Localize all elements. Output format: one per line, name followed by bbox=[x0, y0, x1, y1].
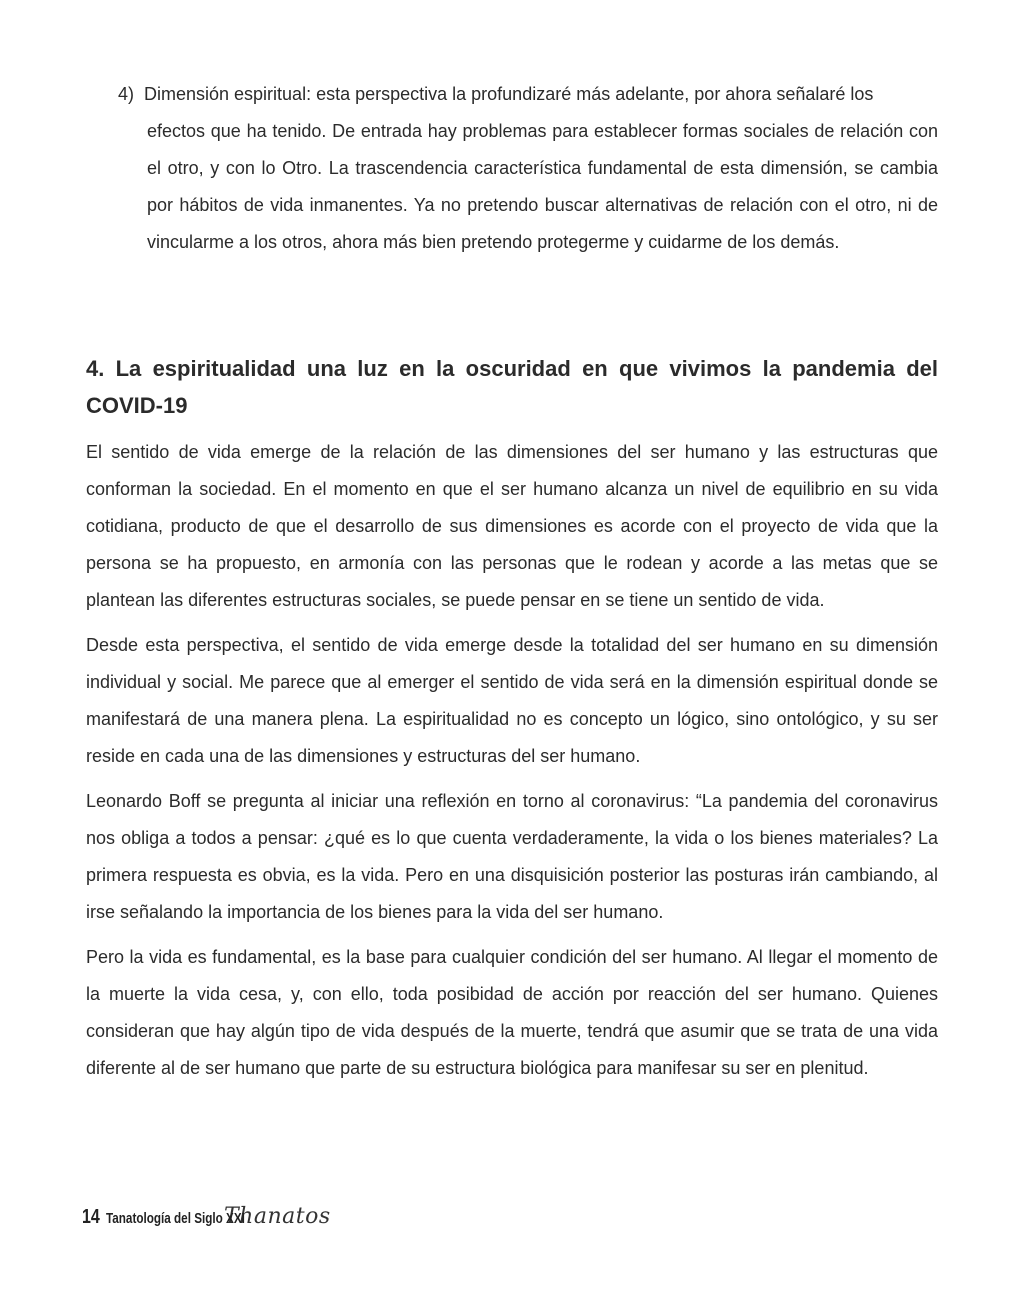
journal-title: Tanatología del Siglo XXI bbox=[106, 1210, 245, 1227]
paragraph: Desde esta perspectiva, el sentido de vida emerge desde la totalidad del ser humano en su dimensión individual y social. Me parece que al emerger el sentido de vida será en la dimensión espiritual donde se manifestará de una manera plena. La espiritualidad no es concepto un lógico, sino ontológico, y su ser reside en cada una de las dimensiones y estructuras del ser humano. bbox=[86, 635, 938, 766]
section-heading: 4. La espiritualidad una luz en la oscuridad en que vivimos la pandemia del COVID-19 bbox=[86, 356, 938, 418]
journal-logo: Thanatos bbox=[224, 1204, 331, 1229]
page-number: 14 bbox=[82, 1206, 100, 1228]
list-item-spiritual-dimension bbox=[118, 76, 938, 261]
page-footer bbox=[82, 1204, 331, 1240]
paragraph: Pero la vida es fundamental, es la base para cualquier condición del ser humano. Al llegar el momento de la muerte la vida cesa, y, con ello, toda posibidad de acción por reacción del ser humano. Quienes consideran que hay algún tipo de vida después de la muerte, tendrá que asumir que se trata de una vida diferente al de ser humano que parte de su estructura biológica para manifesar su ser en plenitud. bbox=[86, 947, 938, 1078]
list-marker: 4) bbox=[118, 84, 135, 104]
list-item-body: efectos que ha tenido. De entrada hay problemas para establecer formas sociales de relación con el otro, y con lo Otro. La trascendencia característica fundamental de esta dimensión, se cambia por hábitos de vida inmanentes. Ya no pretendo buscar alternativas de relación con el otro, ni de vincularme a los otros, ahora más bien pretendo protegerme y cuidarme de los demás. bbox=[147, 121, 938, 252]
list-item-lead: Dimensión espiritual: esta perspectiva la profundizaré más adelante, por ahora señalaré los bbox=[144, 84, 874, 104]
paragraph: El sentido de vida emerge de la relación de las dimensiones del ser humano y las estructuras que conforman la sociedad. En el momento en que el ser humano alcanza un nivel de equilibrio en su vida cotidiana, producto de que el desarrollo de sus dimensiones es acorde con el proyecto de vida que la persona se ha propuesto, en armonía con las personas que le rodean y acorde a las metas que se plantean las diferentes estructuras sociales, se puede pensar en se tiene un sentido de vida. bbox=[86, 442, 938, 610]
section-body bbox=[86, 434, 938, 1095]
paragraph: Leonardo Boff se pregunta al iniciar una reflexión en torno al coronavirus: “La pandemia del coronavirus nos obliga a todos a pensar: ¿qué es lo que cuenta verdaderamente, la vida o los bienes materiales? La primera respuesta es obvia, es la vida. Pero en una disquisición posterior las posturas irán cambiando, al irse señalando la importancia de los bienes para la vida del ser humano. bbox=[86, 791, 938, 922]
